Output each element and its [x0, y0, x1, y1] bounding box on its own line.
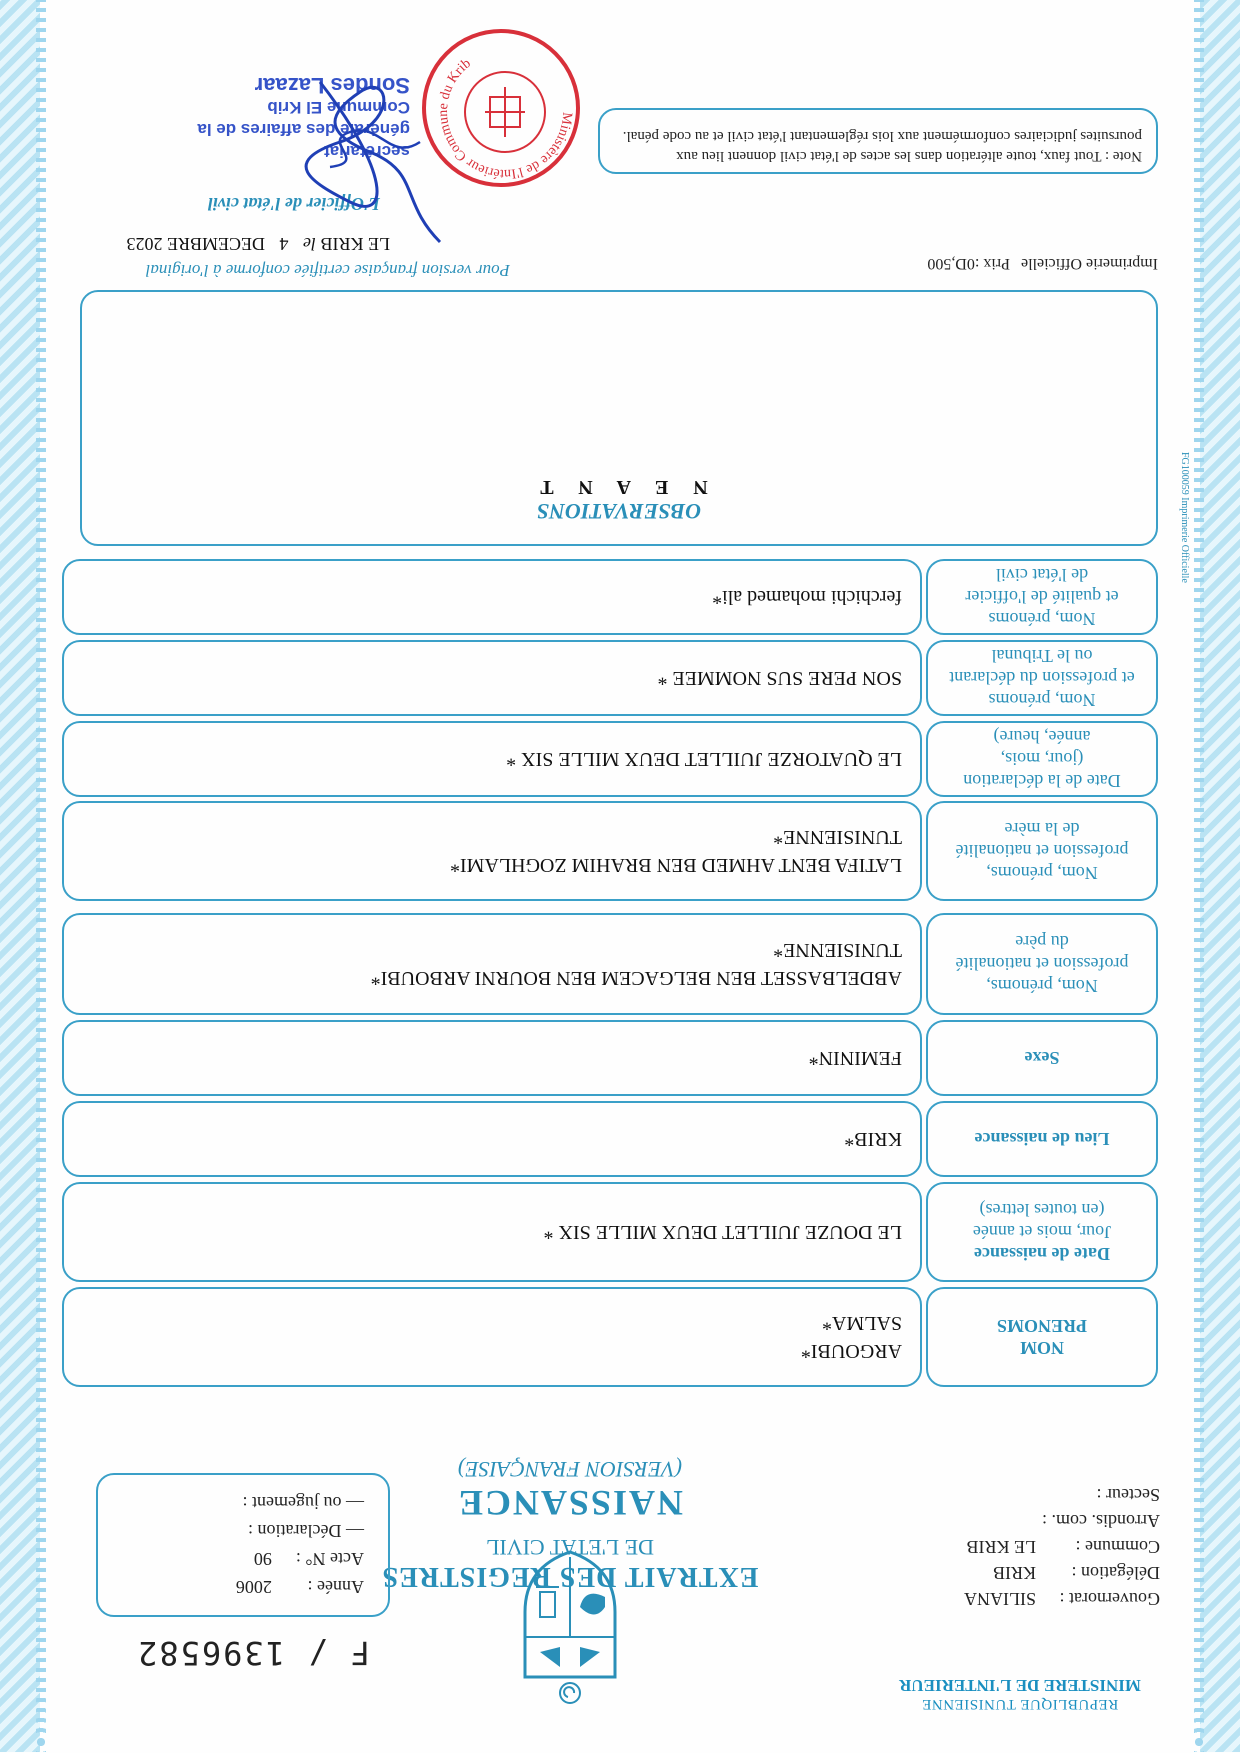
value-date-naissance-text: LE DOUZE JUILLET DEUX MILLE SIX * [543, 1221, 902, 1243]
jugement-label: — ou jugement : [242, 1493, 364, 1513]
acte-table [232, 1489, 368, 1601]
acte-row [232, 1517, 368, 1545]
print-reference: FG100059 Imprimerie Officielle [1179, 452, 1190, 583]
admin-value [958, 1482, 1036, 1508]
value-nom: ARGOUBI* [800, 1340, 902, 1362]
value-mere-nationality: TUNISIENNE* [773, 826, 902, 848]
value-pere-nationality: TUNISIENNE* [773, 939, 902, 961]
label-mere-text: Nom, prénoms, profession et nationalité de la mère [955, 819, 1129, 883]
label-lieu-naissance-title: Lieu de naissance [974, 1129, 1110, 1149]
secretary-stamp-role1: générale des affaires de la [197, 120, 410, 139]
value-lieu-naissance [62, 1101, 922, 1177]
label-declarant-text: Nom, prénoms et profession du déclarant ou le Tribunal [949, 646, 1135, 710]
label-lieu-naissance [926, 1101, 1158, 1177]
label-date-naissance-title: Date de naissance [974, 1244, 1110, 1264]
value-mere-name: LATIFA BENT AHMED BEN BRAHIM ZOGHLAMI* [449, 854, 902, 876]
secretary-stamp-name: Sondes Lazaar [254, 73, 410, 98]
stamp-round-text: Ministère de l'Intérieur Commune du Krib [435, 56, 575, 182]
value-declarant-text: SON PERE SUS NOMMEE * [657, 667, 902, 689]
title-line-3: NAISSANCE [456, 1483, 684, 1523]
value-pere [62, 913, 922, 1015]
value-date-naissance [62, 1182, 922, 1282]
value-declarant [62, 640, 922, 716]
certification-le: le [303, 234, 316, 254]
observations-box [80, 290, 1158, 546]
admin-row [958, 1534, 1160, 1560]
title-line-4: (VERSION FRANÇAISE) [457, 1457, 683, 1482]
acte-row [232, 1489, 368, 1517]
value-date-declaration [62, 721, 922, 797]
value-pere-name: ABDELBASSET BEN BELGACEM BEN BOURNI ARBOUBI* [370, 967, 902, 989]
label-sexe-title: Sexe [1024, 1048, 1060, 1068]
admin-label: Gouvernorat : [1059, 1589, 1160, 1609]
label-date-declaration-text: Date de la déclaration (jour, mois, année, heure) [963, 727, 1121, 791]
label-date-declaration [926, 721, 1158, 797]
observations-value: N E A N T [530, 476, 708, 498]
declaration-label: — Déclaration : [248, 1521, 364, 1541]
title-line-2: DE L'ETAT CIVIL [486, 1535, 654, 1560]
annee-value: 2006 [235, 1577, 272, 1597]
admin-row [958, 1508, 1160, 1534]
value-mere [62, 801, 922, 901]
admin-label: Commune : [1075, 1537, 1160, 1557]
acte-box [96, 1473, 390, 1617]
certification-place: LE KRIB [320, 234, 390, 254]
document-title [320, 1456, 820, 1592]
admin-value: SILIANA [964, 1589, 1037, 1609]
ministry-label: MINISTERE DE L'INTERIEUR [899, 1676, 1141, 1695]
label-date-naissance-sub: Jour, mois et année (en toutes lettres) [972, 1200, 1112, 1242]
certification-text: Pour version française certifiée conforme à l'original [145, 261, 510, 280]
prix-label: Prix :0D,500 [927, 255, 1010, 272]
acte-number-value: 90 [253, 1549, 272, 1569]
handwritten-signature [300, 62, 460, 262]
issuer-header [870, 1675, 1170, 1712]
label-officier-text: Nom, prénoms et qualité de l'officier de l'état civil [965, 565, 1119, 629]
secretary-stamp-role3: secrétariat [323, 142, 410, 161]
label-prenoms: PRENOMS [997, 1316, 1087, 1336]
admin-row [958, 1586, 1160, 1612]
label-nom: NOM [1020, 1338, 1064, 1358]
admin-value [958, 1508, 1036, 1534]
officier-signature-label: L'Officier de l'état civil [207, 194, 380, 214]
acte-row [232, 1545, 368, 1573]
acte-row [232, 1573, 368, 1601]
admin-row [958, 1482, 1160, 1508]
value-officier [62, 559, 922, 635]
decorative-border-right [0, 0, 40, 1752]
value-prenoms: SALMA* [821, 1312, 902, 1334]
value-lieu-naissance-text: KRIB* [844, 1128, 902, 1150]
observations-title: OBSERVATIONS [536, 499, 702, 524]
serial-number: F / 1396582 [136, 1634, 370, 1672]
label-mere [926, 801, 1158, 901]
acte-number-label: Acte N° : [295, 1549, 364, 1569]
republic-label: REPUBLIQUE TUNISIENNE [921, 1696, 1119, 1712]
certification-day: 4 [279, 234, 289, 254]
admin-value: KRIB [993, 1563, 1037, 1583]
value-date-declaration-text: LE QUATORZE JUILLET DEUX MILLE SIX * [506, 748, 902, 770]
value-sexe [62, 1020, 922, 1096]
value-nom-prenoms [62, 1287, 922, 1387]
label-officier [926, 559, 1158, 635]
label-nom-prenoms [926, 1287, 1158, 1387]
decorative-border-left [1200, 0, 1240, 1752]
admin-info [958, 1482, 1160, 1612]
legal-note: Note : Tout faux, toute altération dans les actes de l'état civil donnent lieu aux poursuites judiciaires conformément aux lois réglementant l'état civil et au code pénal. [598, 108, 1158, 174]
admin-label: Délégation : [1071, 1563, 1160, 1583]
label-pere-text: Nom, prénoms, profession et nationalité du père [955, 932, 1129, 996]
label-date-naissance [926, 1182, 1158, 1282]
value-officier-text: ferchichi mohamed ali* [712, 586, 902, 608]
admin-label: Arrondis. com. : [1042, 1511, 1160, 1531]
admin-value: LE KRIB [966, 1537, 1037, 1557]
label-declarant [926, 640, 1158, 716]
imprimerie-label: Imprimerie Officielle [1021, 255, 1158, 272]
label-pere [926, 913, 1158, 1015]
title-line-1: EXTRAIT DES REGISTRES [381, 1561, 759, 1592]
certification-date: DECEMBRE 2023 [126, 234, 265, 254]
annee-label: Année : [307, 1577, 364, 1597]
label-sexe [926, 1020, 1158, 1096]
secretary-stamp-role2: Commune El Krib [267, 98, 410, 117]
admin-row [958, 1560, 1160, 1586]
value-sexe-text: FEMININ* [808, 1047, 902, 1069]
admin-label: Secteur : [1096, 1485, 1160, 1505]
